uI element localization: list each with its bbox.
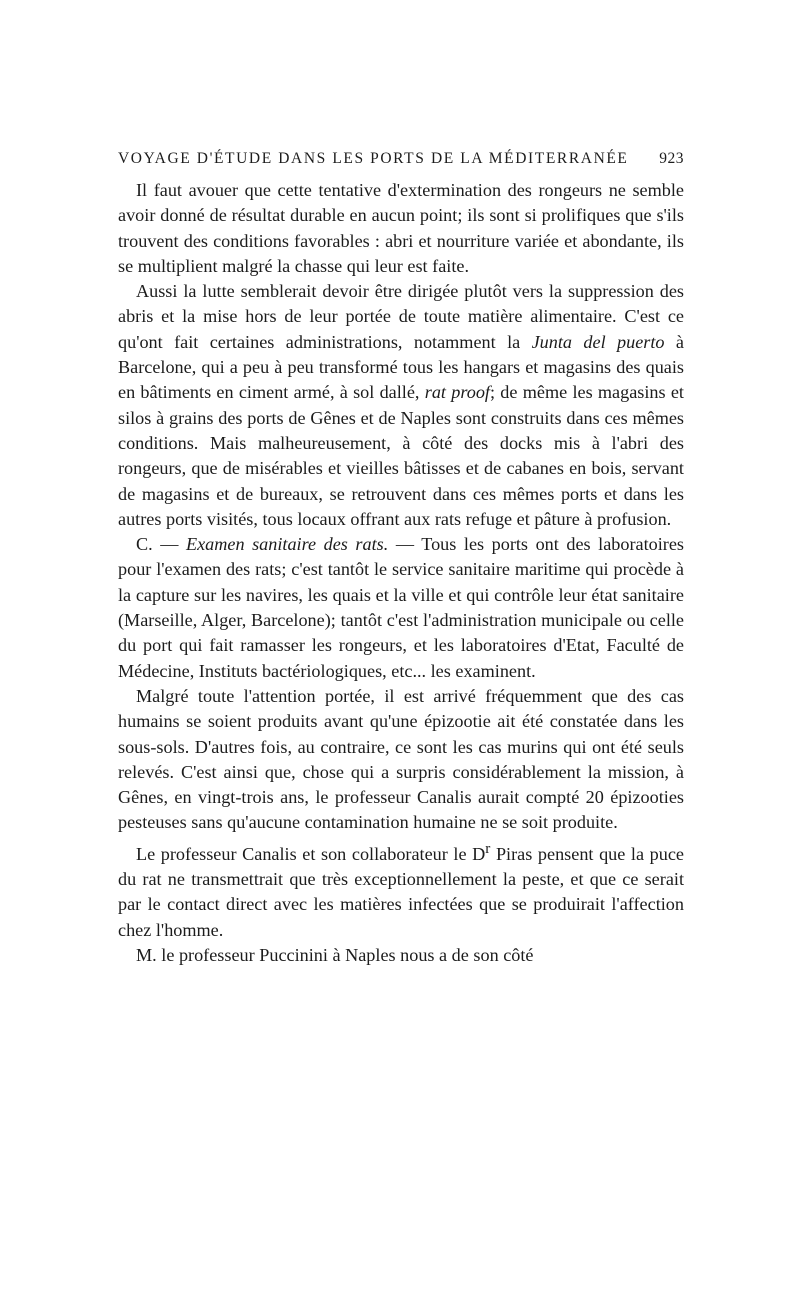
paragraph-2 [118,279,684,532]
paragraph-5-superscript: r [485,839,491,857]
paragraph-5-text-a: Le professeur Canalis et son collaborateur le D [136,843,486,864]
paragraph-3 [118,532,684,684]
section-label: C. — [136,534,186,555]
page-number: 923 [659,150,684,167]
paragraph-1: Il faut avouer que cette tentative d'extermination des rongeurs ne semble avoir donné de résultat durable en aucun point; ils sont si prolifiques que s'ils trouvent des conditions favorables : abri et nourriture variée et abondante, ils se multiplient malgré la chasse qui leur est faite. [118,180,684,276]
paragraph-5 [118,836,684,943]
running-head-title: VOYAGE D'ÉTUDE DANS LES PORTS DE LA MÉDITERRANÉE [118,150,629,167]
section-heading: Examen sanitaire des rats. [185,534,389,555]
paragraph-2-text-e: ; de même les magasins et silos à grains des ports de Gênes et de Naples sont construits dans ces mêmes conditions. Mais malheureusement, à côté des docks mis à l'abri des rongeurs, que de misérables et vieilles bâtisses et de cabanes en bois, servant de magasins et de bureaux, se retrouvent dans ces mêmes ports et dans les autres ports visités, tous locaux offrant aux rats refuge et pâture à profusion. [118,382,684,529]
running-head [118,150,684,168]
paragraph-2-italic-rat-proof: rat proof [424,382,490,403]
paragraph-2-text-a: Aussi la lutte semblerait devoir être dirigée plutôt vers la suppression des abris et la mise hors de leur portée de toute matière alimentaire. C'est ce qu'ont fait certaines administrations, notamment la [118,281,684,352]
paragraph-4: Malgré toute l'attention portée, il est arrivé fréquemment que des cas humains se soient produits avant qu'une épizootie ait été constatée dans les sous-sols. D'autres fois, au contraire, ce sont les cas murins qui ont été seuls relevés. C'est ainsi que, chose qui a surpris considérablement la mission, à Gênes, en vingt-trois ans, le professeur Canalis aurait compté 20 épizooties pesteuses sans qu'aucune contamination humaine ne se soit produite. [118,685,684,833]
paragraph-5-text-c: Piras pensent que la puce du rat ne transmettrait que très exceptionnellement la peste, et que ce serait par le contact direct avec les matières infectées que se produirait l'affection chez l'homme. [118,843,684,940]
paragraph-2-text-c: à Barcelone, qui a peu à peu transformé tous les hangars et magasins des quais en bâtiments en ciment armé, à sol dallé, [118,331,684,403]
body-text [118,178,684,968]
paragraph-6: M. le professeur Puccinini à Naples nous a de son côté [136,944,534,965]
paragraph-3-text: — Tous les ports ont des laboratoires pour l'examen des rats; c'est tantôt le service sanitaire maritime qui procède à la capture sur les navires, les quais et la ville et qui contrôle leur état sanitaire (Marseille, Alger, Barcelone); tantôt c'est l'administration municipale ou celle du port qui fait ramasser les rongeurs, et les laboratoires d'Etat, Faculté de Médecine, Instituts bactériologiques, etc... les examinent. [118,534,684,681]
paragraph-2-italic-junta: Junta del puerto [531,331,665,352]
page [118,150,684,968]
